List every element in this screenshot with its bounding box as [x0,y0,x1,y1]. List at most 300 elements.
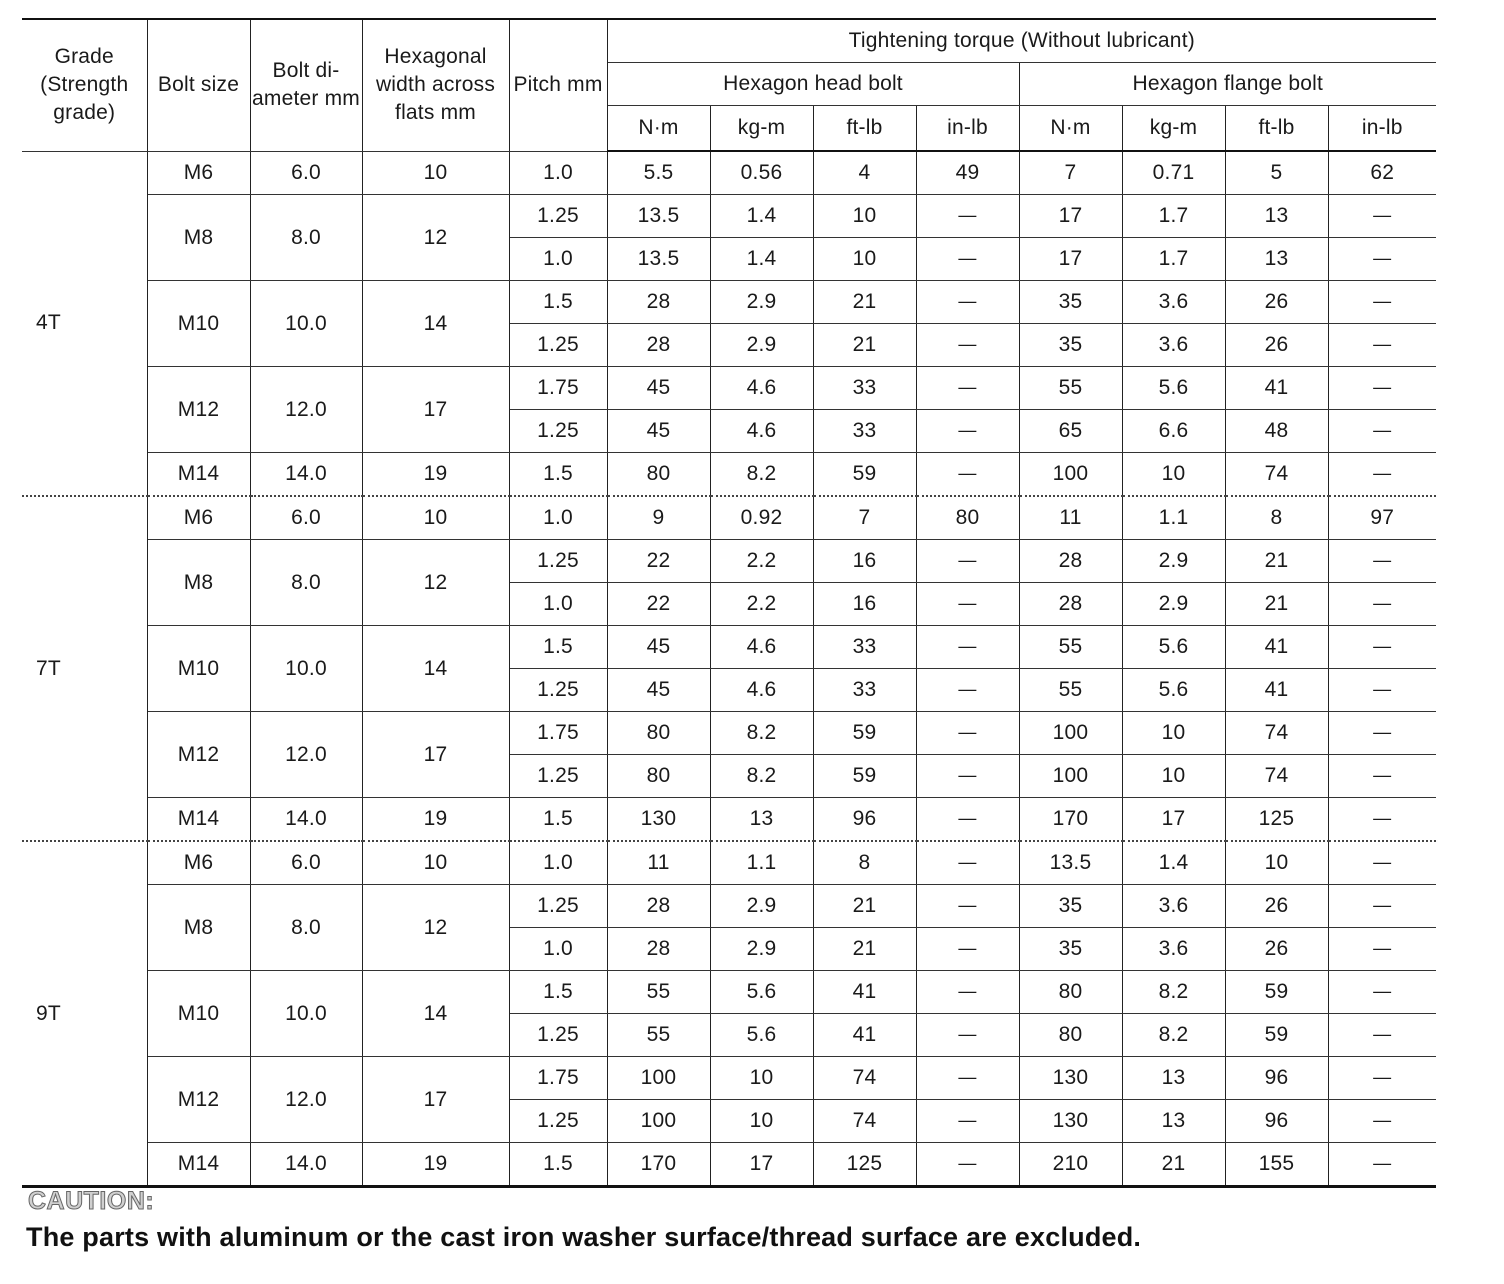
head-torque-cell: — [916,755,1019,798]
head-torque-cell: 55 [607,971,710,1014]
flange-torque-cell: 10 [1225,841,1328,885]
table-row [22,195,1436,238]
bolt-diameter-cell: 14.0 [250,453,362,497]
header-unit: in-lb [1328,106,1436,152]
flange-torque-cell: — [1328,1014,1436,1057]
flange-torque-cell: 35 [1019,281,1122,324]
head-torque-cell: — [916,1100,1019,1143]
head-torque-cell: 10 [710,1057,813,1100]
flange-torque-cell: 155 [1225,1143,1328,1187]
head-torque-cell: 96 [813,798,916,842]
flange-torque-cell: 210 [1019,1143,1122,1187]
head-torque-cell: 0.56 [710,151,813,195]
flange-torque-cell: 59 [1225,971,1328,1014]
head-torque-cell: — [916,841,1019,885]
head-torque-cell: 22 [607,583,710,626]
flange-torque-cell: 62 [1328,151,1436,195]
flange-torque-cell: 170 [1019,798,1122,842]
table-row [22,712,1436,755]
header-bolt-size: Bolt size [147,19,250,151]
head-torque-cell: 8.2 [710,712,813,755]
flange-torque-cell: — [1328,238,1436,281]
head-torque-cell: 11 [607,841,710,885]
head-torque-cell: 33 [813,367,916,410]
head-torque-cell: — [916,195,1019,238]
pitch-cell: 1.5 [509,453,607,497]
bolt-diameter-cell: 8.0 [250,885,362,971]
pitch-cell: 1.75 [509,1057,607,1100]
flange-torque-cell: 0.71 [1122,151,1225,195]
flange-torque-cell: — [1328,798,1436,842]
bolt-size-cell: M10 [147,971,250,1057]
hex-width-cell: 19 [362,1143,509,1187]
bolt-diameter-cell: 14.0 [250,1143,362,1187]
head-torque-cell: 2.2 [710,540,813,583]
flange-torque-cell: 59 [1225,1014,1328,1057]
flange-torque-cell: 74 [1225,755,1328,798]
head-torque-cell: — [916,453,1019,497]
flange-torque-cell: 2.9 [1122,583,1225,626]
flange-torque-cell: 8.2 [1122,971,1225,1014]
flange-torque-cell: 80 [1019,971,1122,1014]
head-torque-cell: 8 [813,841,916,885]
table-row [22,885,1436,928]
flange-torque-cell: 26 [1225,281,1328,324]
head-torque-cell: 33 [813,669,916,712]
head-torque-cell: 33 [813,410,916,453]
flange-torque-cell: — [1328,928,1436,971]
flange-torque-cell: 74 [1225,712,1328,755]
head-torque-cell: 170 [607,1143,710,1187]
head-torque-cell: — [916,324,1019,367]
pitch-cell: 1.25 [509,540,607,583]
table-row [22,496,1436,540]
pitch-cell: 1.25 [509,669,607,712]
head-torque-cell: 9 [607,496,710,540]
bolt-size-cell: M14 [147,453,250,497]
flange-torque-cell: — [1328,281,1436,324]
head-torque-cell: — [916,1057,1019,1100]
flange-torque-cell: 6.6 [1122,410,1225,453]
head-torque-cell: 80 [607,755,710,798]
flange-torque-cell: 13 [1122,1057,1225,1100]
flange-torque-cell: 28 [1019,540,1122,583]
flange-torque-cell: 100 [1019,712,1122,755]
hex-width-cell: 12 [362,195,509,281]
head-torque-cell: 13 [710,798,813,842]
pitch-cell: 1.0 [509,583,607,626]
flange-torque-cell: 1.1 [1122,496,1225,540]
head-torque-cell: 21 [813,281,916,324]
head-torque-cell: 21 [813,885,916,928]
flange-torque-cell: — [1328,324,1436,367]
flange-torque-cell: 100 [1019,755,1122,798]
bolt-diameter-cell: 6.0 [250,151,362,195]
head-torque-cell: — [916,798,1019,842]
pitch-cell: 1.25 [509,410,607,453]
table-body [22,151,1436,1187]
flange-torque-cell: 125 [1225,798,1328,842]
table-row [22,367,1436,410]
head-torque-cell: 49 [916,151,1019,195]
head-torque-cell: 130 [607,798,710,842]
flange-torque-cell: 10 [1122,453,1225,497]
flange-torque-cell: 26 [1225,885,1328,928]
header-unit: in-lb [916,106,1019,152]
table-row [22,971,1436,1014]
head-torque-cell: 59 [813,453,916,497]
hex-width-cell: 10 [362,496,509,540]
head-torque-cell: — [916,1143,1019,1187]
hex-width-cell: 19 [362,798,509,842]
bolt-size-cell: M14 [147,1143,250,1187]
head-torque-cell: 1.4 [710,195,813,238]
bolt-diameter-cell: 10.0 [250,281,362,367]
flange-torque-cell: 8.2 [1122,1014,1225,1057]
head-torque-cell: — [916,626,1019,669]
head-torque-cell: 28 [607,885,710,928]
head-torque-cell: — [916,238,1019,281]
flange-torque-cell: — [1328,669,1436,712]
flange-torque-cell: 5 [1225,151,1328,195]
flange-torque-cell: 96 [1225,1100,1328,1143]
head-torque-cell: 5.6 [710,1014,813,1057]
head-torque-cell: 59 [813,755,916,798]
flange-torque-cell: 35 [1019,885,1122,928]
bolt-size-cell: M14 [147,798,250,842]
flange-torque-cell: — [1328,410,1436,453]
flange-torque-cell: — [1328,540,1436,583]
flange-torque-cell: 13 [1225,238,1328,281]
caution-label: CAUTION: [28,1187,155,1215]
flange-torque-cell: 2.9 [1122,540,1225,583]
header-pitch: Pitch mm [509,19,607,151]
flange-torque-cell: 13 [1122,1100,1225,1143]
bolt-diameter-cell: 12.0 [250,712,362,798]
flange-torque-cell: 26 [1225,928,1328,971]
header-unit: N·m [1019,106,1122,152]
bolt-diameter-cell: 6.0 [250,496,362,540]
flange-torque-cell: — [1328,367,1436,410]
flange-torque-cell: 8 [1225,496,1328,540]
grade-cell: 9T [22,841,147,1187]
head-torque-cell: — [916,885,1019,928]
flange-torque-cell: 48 [1225,410,1328,453]
head-torque-cell: 41 [813,971,916,1014]
head-torque-cell: 28 [607,928,710,971]
bolt-size-cell: M8 [147,885,250,971]
header-hex-head: Hexagon head bolt [607,63,1019,106]
head-torque-cell: — [916,367,1019,410]
hex-width-cell: 14 [362,626,509,712]
head-torque-cell: 4.6 [710,410,813,453]
head-torque-cell: 45 [607,367,710,410]
head-torque-cell: 4.6 [710,669,813,712]
head-torque-cell: 45 [607,669,710,712]
bolt-size-cell: M8 [147,195,250,281]
bolt-size-cell: M6 [147,151,250,195]
bolt-size-cell: M12 [147,712,250,798]
head-torque-cell: — [916,669,1019,712]
bolt-diameter-cell: 6.0 [250,841,362,885]
head-torque-cell: 2.9 [710,281,813,324]
head-torque-cell: — [916,281,1019,324]
head-torque-cell: — [916,971,1019,1014]
bolt-size-cell: M12 [147,367,250,453]
flange-torque-cell: 1.7 [1122,195,1225,238]
pitch-cell: 1.75 [509,367,607,410]
head-torque-cell: 74 [813,1057,916,1100]
bolt-diameter-cell: 10.0 [250,971,362,1057]
torque-table [22,18,1436,1188]
flange-torque-cell: 100 [1019,453,1122,497]
head-torque-cell: 1.1 [710,841,813,885]
table-row [22,798,1436,842]
pitch-cell: 1.0 [509,496,607,540]
head-torque-cell: 17 [710,1143,813,1187]
head-torque-cell: — [916,1014,1019,1057]
table-header [22,19,1436,151]
head-torque-cell: 22 [607,540,710,583]
flange-torque-cell: 21 [1225,583,1328,626]
flange-torque-cell: 11 [1019,496,1122,540]
table-row [22,540,1436,583]
hex-width-cell: 14 [362,971,509,1057]
flange-torque-cell: — [1328,1143,1436,1187]
head-torque-cell: 4.6 [710,367,813,410]
head-torque-cell: — [916,712,1019,755]
flange-torque-cell: 130 [1019,1057,1122,1100]
hex-width-cell: 19 [362,453,509,497]
head-torque-cell: 8.2 [710,453,813,497]
hex-width-cell: 17 [362,367,509,453]
head-torque-cell: — [916,583,1019,626]
pitch-cell: 1.25 [509,885,607,928]
head-torque-cell: 45 [607,626,710,669]
pitch-cell: 1.0 [509,238,607,281]
header-torque-group: Tightening torque (Without lubricant) [607,19,1436,63]
head-torque-cell: 10 [710,1100,813,1143]
head-torque-cell: 13.5 [607,195,710,238]
head-torque-cell: 2.2 [710,583,813,626]
hex-width-cell: 17 [362,712,509,798]
grade-cell: 7T [22,496,147,841]
grade-cell: 4T [22,151,147,496]
pitch-cell: 1.25 [509,195,607,238]
header-grade: Grade (Strength grade) [22,19,147,151]
head-torque-cell: 2.9 [710,928,813,971]
head-torque-cell: — [916,540,1019,583]
head-torque-cell: 5.5 [607,151,710,195]
header-unit: N·m [607,106,710,152]
pitch-cell: 1.5 [509,281,607,324]
flange-torque-cell: 21 [1122,1143,1225,1187]
bolt-diameter-cell: 14.0 [250,798,362,842]
flange-torque-cell: 74 [1225,453,1328,497]
flange-torque-cell: 7 [1019,151,1122,195]
flange-torque-cell: — [1328,971,1436,1014]
bolt-diameter-cell: 12.0 [250,367,362,453]
head-torque-cell: 59 [813,712,916,755]
pitch-cell: 1.5 [509,971,607,1014]
flange-torque-cell: — [1328,626,1436,669]
flange-torque-cell: 130 [1019,1100,1122,1143]
hex-width-cell: 12 [362,885,509,971]
head-torque-cell: 74 [813,1100,916,1143]
pitch-cell: 1.75 [509,712,607,755]
flange-torque-cell: 96 [1225,1057,1328,1100]
flange-torque-cell: 26 [1225,324,1328,367]
pitch-cell: 1.0 [509,928,607,971]
bolt-size-cell: M12 [147,1057,250,1143]
header-unit: kg-m [1122,106,1225,152]
head-torque-cell: 80 [607,453,710,497]
hex-width-cell: 12 [362,540,509,626]
hex-width-cell: 17 [362,1057,509,1143]
head-torque-cell: 2.9 [710,885,813,928]
head-torque-cell: 125 [813,1143,916,1187]
flange-torque-cell: 55 [1019,367,1122,410]
flange-torque-cell: 55 [1019,626,1122,669]
header-bolt-diameter: Bolt di- ameter mm [250,19,362,151]
head-torque-cell: 8.2 [710,755,813,798]
head-torque-cell: — [916,928,1019,971]
head-torque-cell: 4.6 [710,626,813,669]
flange-torque-cell: 3.6 [1122,281,1225,324]
flange-torque-cell: — [1328,583,1436,626]
head-torque-cell: — [916,410,1019,453]
head-torque-cell: 2.9 [710,324,813,367]
bolt-diameter-cell: 8.0 [250,540,362,626]
pitch-cell: 1.25 [509,324,607,367]
bolt-diameter-cell: 10.0 [250,626,362,712]
pitch-cell: 1.25 [509,755,607,798]
caution-text: The parts with aluminum or the cast iron washer surface/thread surface are excluded. [26,1222,1142,1252]
head-torque-cell: 80 [607,712,710,755]
flange-torque-cell: — [1328,712,1436,755]
head-torque-cell: 16 [813,540,916,583]
flange-torque-cell: 1.7 [1122,238,1225,281]
flange-torque-cell: 17 [1019,238,1122,281]
bolt-size-cell: M10 [147,281,250,367]
table-row [22,151,1436,195]
flange-torque-cell: 21 [1225,540,1328,583]
head-torque-cell: 1.4 [710,238,813,281]
flange-torque-cell: 5.6 [1122,669,1225,712]
table-row [22,1057,1436,1100]
pitch-cell: 1.0 [509,841,607,885]
hex-width-cell: 14 [362,281,509,367]
flange-torque-cell: 65 [1019,410,1122,453]
head-torque-cell: 28 [607,324,710,367]
header-unit: ft-lb [813,106,916,152]
flange-torque-cell: — [1328,841,1436,885]
flange-torque-cell: — [1328,453,1436,497]
head-torque-cell: 10 [813,238,916,281]
flange-torque-cell: 41 [1225,626,1328,669]
hex-width-cell: 10 [362,841,509,885]
bolt-diameter-cell: 12.0 [250,1057,362,1143]
flange-torque-cell: 41 [1225,669,1328,712]
pitch-cell: 1.25 [509,1100,607,1143]
head-torque-cell: 41 [813,1014,916,1057]
head-torque-cell: 0.92 [710,496,813,540]
bolt-diameter-cell: 8.0 [250,195,362,281]
head-torque-cell: 10 [813,195,916,238]
pitch-cell: 1.5 [509,798,607,842]
flange-torque-cell: 3.6 [1122,885,1225,928]
flange-torque-cell: 97 [1328,496,1436,540]
table-row [22,1143,1436,1187]
pitch-cell: 1.0 [509,151,607,195]
head-torque-cell: 16 [813,583,916,626]
header-unit: ft-lb [1225,106,1328,152]
head-torque-cell: 100 [607,1100,710,1143]
hex-width-cell: 10 [362,151,509,195]
flange-torque-cell: 5.6 [1122,367,1225,410]
pitch-cell: 1.25 [509,1014,607,1057]
head-torque-cell: 55 [607,1014,710,1057]
head-torque-cell: 21 [813,324,916,367]
head-torque-cell: 33 [813,626,916,669]
table-row [22,841,1436,885]
pitch-cell: 1.5 [509,1143,607,1187]
bolt-size-cell: M10 [147,626,250,712]
table-row [22,453,1436,497]
bolt-size-cell: M6 [147,496,250,540]
pitch-cell: 1.5 [509,626,607,669]
flange-torque-cell: 17 [1019,195,1122,238]
flange-torque-cell: 10 [1122,712,1225,755]
head-torque-cell: 21 [813,928,916,971]
flange-torque-cell: 35 [1019,928,1122,971]
flange-torque-cell: — [1328,1057,1436,1100]
head-torque-cell: 45 [607,410,710,453]
head-torque-cell: 13.5 [607,238,710,281]
head-torque-cell: 4 [813,151,916,195]
flange-torque-cell: 3.6 [1122,324,1225,367]
head-torque-cell: 7 [813,496,916,540]
header-unit: kg-m [710,106,813,152]
bolt-size-cell: M8 [147,540,250,626]
flange-torque-cell: — [1328,195,1436,238]
flange-torque-cell: — [1328,1100,1436,1143]
flange-torque-cell: 35 [1019,324,1122,367]
flange-torque-cell: 10 [1122,755,1225,798]
flange-torque-cell: 17 [1122,798,1225,842]
header-hex-width: Hexagonal width across flats mm [362,19,509,151]
table-row [22,281,1436,324]
flange-torque-cell: 28 [1019,583,1122,626]
head-torque-cell: 80 [916,496,1019,540]
flange-torque-cell: 80 [1019,1014,1122,1057]
flange-torque-cell: 55 [1019,669,1122,712]
head-torque-cell: 28 [607,281,710,324]
flange-torque-cell: 13 [1225,195,1328,238]
flange-torque-cell: 13.5 [1019,841,1122,885]
flange-torque-cell: — [1328,885,1436,928]
header-hex-flange: Hexagon flange bolt [1019,63,1436,106]
table-row [22,626,1436,669]
flange-torque-cell: 5.6 [1122,626,1225,669]
head-torque-cell: 100 [607,1057,710,1100]
flange-torque-cell: 3.6 [1122,928,1225,971]
head-torque-cell: 5.6 [710,971,813,1014]
flange-torque-cell: 1.4 [1122,841,1225,885]
bolt-size-cell: M6 [147,841,250,885]
flange-torque-cell: — [1328,755,1436,798]
flange-torque-cell: 41 [1225,367,1328,410]
